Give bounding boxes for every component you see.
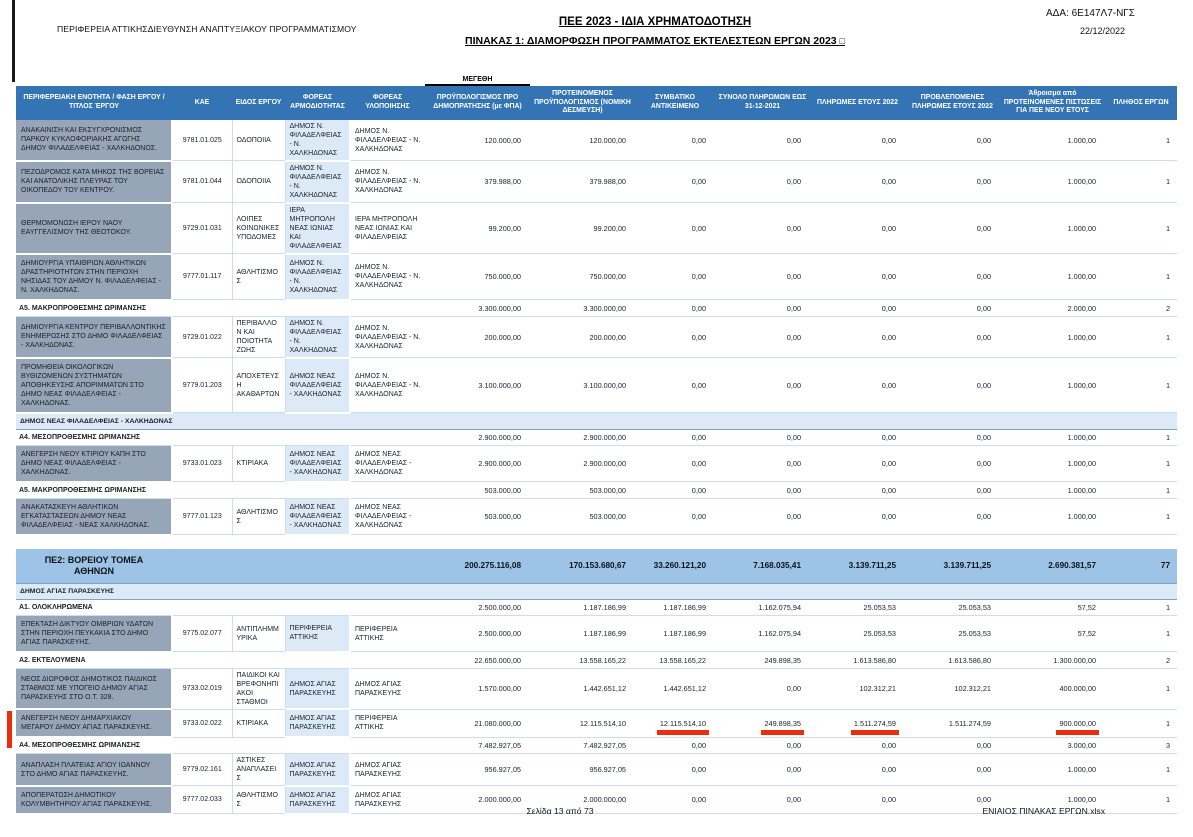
authority-cell: ΔΗΜΟΣ ΑΓΙΑΣ ΠΑΡΑΣΚΕΥΗΣ xyxy=(285,754,350,786)
project-kind-cell: ΟΔΟΠΟΙΙΑ xyxy=(232,120,285,161)
subtotal-count-cell: 3 xyxy=(1105,737,1177,754)
document-title: ΠΕΕ 2023 - ΙΔΙΑ ΧΡΗΜΑΤΟΔΟΤΗΣΗ xyxy=(558,16,752,28)
projects-table xyxy=(16,86,1177,815)
value-cell-2: 0,00 xyxy=(635,786,715,814)
authority-cell: ΔΗΜΟΣ ΝΕΑΣ ΦΙΛΑΔΕΛΦΕΙΑΣ - ΧΑΛΚΗΔΟΝΑΣ xyxy=(285,445,350,482)
subtotal-value-cell-2: 1.187.186,99 xyxy=(635,599,715,615)
subtotal-value-cell-6: 1.000,00 xyxy=(1000,482,1105,499)
value-cell-3: 0,00 xyxy=(715,668,810,709)
subtotal-value-cell-3: 1.162.075,94 xyxy=(715,599,810,615)
value-cell-1: 99.200,00 xyxy=(530,203,635,254)
red-underlined-value: 12.115.514,10 xyxy=(659,718,706,728)
column-header-2: ΕΙΔΟΣ ΕΡΓΟΥ xyxy=(232,86,285,120)
value-cell-0: 200.000,00 xyxy=(425,316,530,358)
value-cell-0: 956.927,05 xyxy=(425,754,530,786)
kae-cell: 9729.01.022 xyxy=(172,316,232,358)
value-cell-3: 1.162.075,94 xyxy=(715,615,810,652)
projects-table-wrap xyxy=(16,76,1177,815)
table-row-subtotal xyxy=(16,599,1177,615)
project-count-cell: 1 xyxy=(1105,498,1177,535)
authority-cell: ΔΗΜΟΣ ΝΕΑΣ ΦΙΛΑΔΕΛΦΕΙΑΣ - ΧΑΛΚΗΔΟΝΑΣ xyxy=(285,358,350,413)
subtotal-value-cell-6: 57,52 xyxy=(1000,599,1105,615)
table-row-project xyxy=(16,709,1177,737)
project-title-cell: ΑΝΑΠΛΑΣΗ ΠΛΑΤΕΙΑΣ ΑΓΙΟΥ ΙΩΑΝΝΟΥ ΣΤΟ ΔΗΜΟ ΑΓΙΑΣ ΠΑΡΑΣΚΕΥΗΣ. xyxy=(16,754,172,786)
implementer-cell: ΠΕΡΙΦΕΡΕΙΑ ΑΤΤΙΚΗΣ xyxy=(350,615,425,652)
kae-cell: 9779.02.161 xyxy=(172,754,232,786)
subtotal-value-cell-0: 22.650.000,00 xyxy=(425,652,530,669)
column-header-8: ΣΥΝΟΛΟ ΠΛΗΡΩΜΩΝ ΕΩΣ 31-12-2021 xyxy=(715,86,810,120)
authority-cell: ΔΗΜΟΣ ΑΓΙΑΣ ΠΑΡΑΣΚΕΥΗΣ xyxy=(285,709,350,737)
file-name: ΕΝΙΑΙΟΣ ΠΙΝΑΚΑΣ ΕΡΓΩΝ.xlsx xyxy=(982,806,1105,816)
region-total-cell-6: 2.690.381,57 xyxy=(1000,549,1105,584)
phase-subtotal-label: Α5. ΜΑΚΡΟΠΡΟΘΕΣΜΗΣ ΩΡΙΜΑΝΣΗΣ xyxy=(16,300,425,317)
column-header-5: ΠΡΟΫΠΟΛΟΓΙΣΜΟΣ ΠΡΟ ΔΗΜΟΠΡΑΤΗΣΗΣ (με ΦΠΑ) xyxy=(425,86,530,120)
value-cell-1: 3.100.000,00 xyxy=(530,358,635,413)
value-cell-2 xyxy=(635,709,715,737)
organization-header: ΠΕΡΙΦΕΡΕΙΑ ΑΤΤΙΚΗΣΔΙΕΥΘΥΝΣΗ ΑΝΑΠΤΥΞΙΑΚΟΥ ΠΡΟΓΡΑΜΜΑΤΙΣΜΟΥ xyxy=(57,24,357,34)
value-cell-1: 12.115.514,10 xyxy=(530,709,635,737)
value-cell-6: 1.000,00 xyxy=(1000,358,1105,413)
value-cell-4: 0,00 xyxy=(810,358,905,413)
phase-subtotal-label: Α1. ΟΛΟΚΛΗΡΩΜΕΝΑ xyxy=(16,599,425,615)
kae-cell: 9781.01.025 xyxy=(172,120,232,161)
table-row-project xyxy=(16,254,1177,300)
value-cell-0: 750.000,00 xyxy=(425,254,530,300)
phase-subtotal-label: Α4. ΜΕΣΟΠΡΟΘΕΣΜΗΣ ΩΡΙΜΑΝΣΗΣ xyxy=(16,737,425,754)
subtotal-value-cell-1: 7.482.927,05 xyxy=(530,737,635,754)
implementer-cell: ΔΗΜΟΣ ΑΓΙΑΣ ΠΑΡΑΣΚΕΥΗΣ xyxy=(350,668,425,709)
value-cell-5: 0,00 xyxy=(905,498,1000,535)
value-cell-4: 0,00 xyxy=(810,754,905,786)
subtotal-value-cell-5: 0,00 xyxy=(905,429,1000,445)
subtotal-value-cell-2: 0,00 xyxy=(635,300,715,317)
red-underlined-value: 249.898,35 xyxy=(764,718,801,728)
value-cell-6: 400.000,00 xyxy=(1000,668,1105,709)
value-cell-0: 379.988,00 xyxy=(425,161,530,203)
project-kind-cell: ΟΔΟΠΟΙΙΑ xyxy=(232,161,285,203)
project-title-cell: ΘΕΡΜΟΜΟΝΩΣΗ ΙΕΡΟΥ ΝΑΟΥ ΕΑΥΓΓΕΛΙΣΜΟΥ ΤΗΣ ΘΕΟΤΟΚΟΥ. xyxy=(16,203,172,254)
column-header-9: ΠΛΗΡΩΜΕΣ ΕΤΟΥΣ 2022 xyxy=(810,86,905,120)
subtotal-count-cell: 1 xyxy=(1105,482,1177,499)
subtotal-value-cell-2: 13.558.165,22 xyxy=(635,652,715,669)
column-header-11: Άθροισμα από ΠΡΟΤΕΙΝΟΜΕΝΕΣ ΠΙΣΤΩΣΕΙΣ ΓΙΑ ΠΕΕ ΝΕΟΥ ΕΤΟΥΣ xyxy=(1000,86,1105,120)
subtotal-value-cell-4: 0,00 xyxy=(810,482,905,499)
project-count-cell: 1 xyxy=(1105,445,1177,482)
value-cell-0: 2.000.000,00 xyxy=(425,786,530,814)
kae-cell: 9777.01.123 xyxy=(172,498,232,535)
kae-cell: 9779.01.203 xyxy=(172,358,232,413)
project-kind-cell: ΑΣΤΙΚΕΣ ΑΝΑΠΛΑΣΕΙΣ xyxy=(232,754,285,786)
value-cell-4: 0,00 xyxy=(810,161,905,203)
value-cell-1: 1.442.651,12 xyxy=(530,668,635,709)
subtotal-value-cell-6: 3.000,00 xyxy=(1000,737,1105,754)
kae-cell: 9781.01.044 xyxy=(172,161,232,203)
subtotal-value-cell-3: 249.898,35 xyxy=(715,652,810,669)
project-count-cell: 1 xyxy=(1105,754,1177,786)
project-kind-cell: ΚΤΙΡΙΑΚΑ xyxy=(232,709,285,737)
value-cell-6: 57,52 xyxy=(1000,615,1105,652)
table-row-band xyxy=(16,413,1177,430)
subtotal-value-cell-0: 3.300.000,00 xyxy=(425,300,530,317)
authority-cell: ΔΗΜΟΣ Ν. ΦΙΛΑΔΕΛΦΕΙΑΣ - Ν. ΧΑΛΚΗΔΟΝΑΣ xyxy=(285,254,350,300)
subtotal-value-cell-1: 2.900.000,00 xyxy=(530,429,635,445)
value-cell-2: 1.187.186,99 xyxy=(635,615,715,652)
kae-cell: 9777.02.033 xyxy=(172,786,232,814)
implementer-cell: ΔΗΜΟΣ Ν. ΦΙΛΑΔΕΛΦΕΙΑΣ - Ν. ΧΑΛΚΗΔΟΝΑΣ xyxy=(350,316,425,358)
value-cell-5: 0,00 xyxy=(905,254,1000,300)
table-row-subtotal xyxy=(16,482,1177,499)
subtotal-value-cell-4: 0,00 xyxy=(810,737,905,754)
subtotal-value-cell-1: 503.000,00 xyxy=(530,482,635,499)
megethi-label: ΜΕΓΕΘΗ xyxy=(425,76,530,86)
value-cell-0: 503.000,00 xyxy=(425,498,530,535)
column-header-3: ΦΟΡΕΑΣ ΑΡΜΟΔΙΟΤΗΤΑΣ xyxy=(285,86,350,120)
project-kind-cell: ΚΤΙΡΙΑΚΑ xyxy=(232,445,285,482)
implementer-cell: ΙΕΡΑ ΜΗΤΡΟΠΟΛΗ ΝΕΑΣ ΙΩΝΙΑΣ ΚΑΙ ΦΙΛΑΔΕΛΦΕΙΑΣ xyxy=(350,203,425,254)
project-title-cell: ΕΠΕΚΤΑΣΗ ΔΙΚΤΥΟΥ ΟΜΒΡΙΩΝ ΥΔΑΤΩΝ ΣΤΗΝ ΠΕΡΙΟΧΗ ΠΕΥΚΑΚΙΑ ΣΤΟ ΔΗΜΟ ΑΓΙΑΣ ΠΑΡΑΣΚΕΥΗΣ. xyxy=(16,615,172,652)
subtotal-value-cell-4: 25.053,53 xyxy=(810,599,905,615)
column-header-6: ΠΡΟΤΕΙΝΟΜΕΝΟΣ ΠΡΟΫΠΟΛΟΓΙΣΜΟΣ (ΝΟΜΙΚΗ ΔΕΣΜΕΥΣΗ) xyxy=(530,86,635,120)
table-row-subtotal xyxy=(16,300,1177,317)
value-cell-2: 0,00 xyxy=(635,754,715,786)
red-underlined-value: 1.511.274,59 xyxy=(853,718,896,728)
table-row-band xyxy=(16,583,1177,599)
implementer-cell: ΠΕΡΙΦΕΡΕΙΑ ΑΤΤΙΚΗΣ xyxy=(350,709,425,737)
subtotal-value-cell-3: 0,00 xyxy=(715,300,810,317)
project-count-cell: 1 xyxy=(1105,316,1177,358)
project-title-cell: ΑΝΑΚΑΤΑΣΚΕΥΗ ΑΘΛΗΤΙΚΩΝ ΕΓΚΑΤΑΣΤΑΣΕΩΝ ΔΗΜΟΥ ΝΕΑΣ ΦΙΛΑΔΕΛΦΕΙΑΣ - ΝΕΑΣ ΧΑΛΚΗΔΟΝΑΣ. xyxy=(16,498,172,535)
value-cell-6: 1.000,00 xyxy=(1000,786,1105,814)
project-title-cell: ΠΕΖΟΔΡΟΜΟΣ ΚΑΤΑ ΜΗΚΟΣ ΤΗΣ ΒΟΡΕΙΑΣ ΚΑΙ ΑΝΑΤΟΛΙΚΗΣ ΠΛΕΥΡΑΣ ΤΟΥ ΟΙΚΟΠΕΔΟΥ ΤΟΥ ΚΕΝΤΡΟΥ. xyxy=(16,161,172,203)
value-cell-6: 1.000,00 xyxy=(1000,254,1105,300)
project-title-cell: ΔΗΜΙΟΥΡΓΙΑ ΥΠΑΙΘΡΙΩΝ ΑΘΛΗΤΙΚΩΝ ΔΡΑΣΤΗΡΙΟΤΗΤΩΝ ΣΤΗΝ ΠΕΡΙΟΧΗ ΝΗΣΙΔΑΣ ΤΟΥ ΔΗΜΟΥ Ν. ΦΙΛΑΔΕΛΦΕΙΑΣ - Ν. ΧΑΛΚΗΔΟΝΑΣ. xyxy=(16,254,172,300)
value-cell-1: 503.000,00 xyxy=(530,498,635,535)
value-cell-2: 0,00 xyxy=(635,161,715,203)
value-cell-1: 2.000.000,00 xyxy=(530,786,635,814)
authority-cell: ΔΗΜΟΣ ΑΓΙΑΣ ΠΑΡΑΣΚΕΥΗΣ xyxy=(285,786,350,814)
value-cell-5: 0,00 xyxy=(905,316,1000,358)
subtotal-count-cell: 2 xyxy=(1105,300,1177,317)
table-row-subtotal xyxy=(16,652,1177,669)
value-cell-4: 0,00 xyxy=(810,254,905,300)
implementer-cell: ΔΗΜΟΣ ΝΕΑΣ ΦΙΛΑΔΕΛΦΕΙΑΣ - ΧΑΛΚΗΔΟΝΑΣ xyxy=(350,498,425,535)
value-cell-5: 25.053,53 xyxy=(905,615,1000,652)
value-cell-0: 99.200,00 xyxy=(425,203,530,254)
municipality-band: ΔΗΜΟΣ ΑΓΙΑΣ ΠΑΡΑΣΚΕΥΗΣ xyxy=(16,583,1177,599)
value-cell-6: 1.000,00 xyxy=(1000,316,1105,358)
project-title-cell: ΔΗΜΙΟΥΡΓΙΑ ΚΕΝΤΡΟΥ ΠΕΡΙΒΑΛΛΟΝΤΙΚΗΣ ΕΝΗΜΕΡΩΣΗΣ ΣΤΟ ΔΗΜΟ ΦΙΛΑΔΕΛΦΕΙΑΣ - ΧΑΛΚΗΔΟΝΑΣ. xyxy=(16,316,172,358)
region-total-cell-1: 170.153.680,67 xyxy=(530,549,635,584)
region-total-cell-2: 33.260.121,20 xyxy=(635,549,715,584)
phase-subtotal-label: Α5. ΜΑΚΡΟΠΡΟΘΕΣΜΗΣ ΩΡΙΜΑΝΣΗΣ xyxy=(16,482,425,499)
subtotal-value-cell-5: 0,00 xyxy=(905,737,1000,754)
subtotal-value-cell-3: 0,00 xyxy=(715,737,810,754)
kae-cell: 9733.02.022 xyxy=(172,709,232,737)
value-cell-6 xyxy=(1000,709,1105,737)
value-cell-3: 0,00 xyxy=(715,786,810,814)
value-cell-3: 0,00 xyxy=(715,358,810,413)
page-number: Σελίδα 13 από 73 xyxy=(526,806,594,816)
kae-cell: 9729.01.031 xyxy=(172,203,232,254)
project-count-cell: 1 xyxy=(1105,161,1177,203)
value-cell-4: 0,00 xyxy=(810,120,905,161)
value-cell-4 xyxy=(810,709,905,737)
subtotal-value-cell-6: 1.000,00 xyxy=(1000,429,1105,445)
value-cell-3: 0,00 xyxy=(715,161,810,203)
region-total-cell-5: 3.139.711,25 xyxy=(905,549,1000,584)
project-title-cell: ΑΠΟΠΕΡΑΤΩΣΗ ΔΗΜΟΤΙΚΟΥ ΚΟΛΥΜΒΗΤΗΡΙΟΥ ΑΓΙΑΣ ΠΑΡΑΣΚΕΥΗΣ. xyxy=(16,786,172,814)
value-cell-6: 1.000,00 xyxy=(1000,161,1105,203)
subtotal-value-cell-4: 0,00 xyxy=(810,300,905,317)
document-date: 22/12/2022 xyxy=(1079,26,1125,36)
subtotal-value-cell-1: 1.187.186,99 xyxy=(530,599,635,615)
authority-cell: ΔΗΜΟΣ Ν. ΦΙΛΑΔΕΛΦΕΙΑΣ - Ν. ΧΑΛΚΗΔΟΝΑΣ xyxy=(285,161,350,203)
implementer-cell: ΔΗΜΟΣ Ν. ΦΙΛΑΔΕΛΦΕΙΑΣ - Ν. ΧΑΛΚΗΔΟΝΑΣ xyxy=(350,358,425,413)
subtotal-value-cell-0: 2.900.000,00 xyxy=(425,429,530,445)
value-cell-1: 120.000,00 xyxy=(530,120,635,161)
project-title-cell: ΝΕΟΣ ΔΙΩΡΟΦΟΣ ΔΗΜΟΤΙΚΟΣ ΠΑΙΔΙΚΟΣ ΣΤΑΘΜΟΣ ΜΕ ΥΠΟΓΕΙΟ ΔΗΜΟΥ ΑΓΙΑΣ ΠΑΡΑΣΚΕΥΗΣ ΣΤΟ Ο.Τ. 328. xyxy=(16,668,172,709)
region-unit-label: ΠΕ2: ΒΟΡΕΙΟΥ ΤΟΜΕΑ ΑΘΗΝΩΝ xyxy=(16,549,172,584)
kae-cell: 9733.01.023 xyxy=(172,445,232,482)
project-count-cell: 1 xyxy=(1105,709,1177,737)
table-row-project xyxy=(16,358,1177,413)
value-cell-5: 0,00 xyxy=(905,754,1000,786)
value-cell-0: 120.000,00 xyxy=(425,120,530,161)
value-cell-2: 0,00 xyxy=(635,203,715,254)
project-kind-cell: ΑΘΛΗΤΙΣΜΟΣ xyxy=(232,254,285,300)
subtotal-value-cell-0: 7.482.927,05 xyxy=(425,737,530,754)
document-subtitle xyxy=(330,35,980,47)
scan-edge-artifact xyxy=(12,0,15,82)
project-count-cell: 1 xyxy=(1105,120,1177,161)
value-cell-0: 21.080.000,00 xyxy=(425,709,530,737)
value-cell-2: 0,00 xyxy=(635,358,715,413)
title-block xyxy=(330,16,980,47)
implementer-cell: ΔΗΜΟΣ ΑΓΙΑΣ ΠΑΡΑΣΚΕΥΗΣ xyxy=(350,786,425,814)
value-cell-5: 102.312,21 xyxy=(905,668,1000,709)
project-kind-cell: ΑΘΛΗΤΙΣΜΟΣ xyxy=(232,786,285,814)
authority-cell: ΔΗΜΟΣ ΝΕΑΣ ΦΙΛΑΔΕΛΦΕΙΑΣ - ΧΑΛΚΗΔΟΝΑΣ xyxy=(285,498,350,535)
region-count-cell: 77 xyxy=(1105,549,1177,584)
subtotal-value-cell-5: 1.613.586,80 xyxy=(905,652,1000,669)
value-cell-0: 2.900.000,00 xyxy=(425,445,530,482)
phase-subtotal-label: Α4. ΜΕΣΟΠΡΟΘΕΣΜΗΣ ΩΡΙΜΑΝΣΗΣ xyxy=(16,429,425,445)
subtotal-value-cell-4: 1.613.586,80 xyxy=(810,652,905,669)
column-header-0: ΠΕΡΙΦΕΡΕΙΑΚΗ ΕΝΟΤΗΤΑ / ΦΑΣΗ ΕΡΓΟΥ / ΤΙΤΛΟΣ ΈΡΓΟΥ xyxy=(16,86,172,120)
project-count-cell: 1 xyxy=(1105,203,1177,254)
value-cell-4: 25.053,53 xyxy=(810,615,905,652)
project-kind-cell: ΛΟΙΠΕΣ ΚΟΙΝΩΝΙΚΕΣ ΥΠΟΔΟΜΕΣ xyxy=(232,203,285,254)
value-cell-5: 0,00 xyxy=(905,203,1000,254)
authority-cell: ΙΕΡΑ ΜΗΤΡΟΠΟΛΗ ΝΕΑΣ ΙΩΝΙΑΣ ΚΑΙ ΦΙΛΑΔΕΛΦΕΙΑΣ xyxy=(285,203,350,254)
table-row-subtotal xyxy=(16,737,1177,754)
missing-glyph-box: □ xyxy=(839,36,845,46)
value-cell-5: 1.511.274,59 xyxy=(905,709,1000,737)
table-row-project xyxy=(16,120,1177,161)
subtotal-value-cell-1: 13.558.165,22 xyxy=(530,652,635,669)
region-total-cell-3: 7.168.035,41 xyxy=(715,549,810,584)
region-total-cell-4: 3.139.711,25 xyxy=(810,549,905,584)
spacer-row xyxy=(16,535,1177,549)
value-cell-1: 1.187.186,99 xyxy=(530,615,635,652)
table-row-project xyxy=(16,316,1177,358)
value-cell-4: 0,00 xyxy=(810,316,905,358)
implementer-cell: ΔΗΜΟΣ Ν. ΦΙΛΑΔΕΛΦΕΙΑΣ - Ν. ΧΑΛΚΗΔΟΝΑΣ xyxy=(350,254,425,300)
project-title-cell: ΑΝΑΚΑΙΝΙΣΗ ΚΑΙ ΕΚΣΥΓΧΡΟΝΙΣΜΟΣ ΠΑΡΚΟΥ ΚΥΚΛΟΦΟΡΙΑΚΗΣ ΑΓΩΓΗΣ ΔΗΜΟΥ ΦΙΛΑΔΕΛΦΕΙΑΣ - ΧΑΛΚΗΔΟΝΟΣ. xyxy=(16,120,172,161)
subtotal-count-cell: 2 xyxy=(1105,652,1177,669)
implementer-cell: ΔΗΜΟΣ ΝΕΑΣ ΦΙΛΑΔΕΛΦΕΙΑΣ - ΧΑΛΚΗΔΟΝΑΣ xyxy=(350,445,425,482)
project-kind-cell: ΑΝΤΙΠΛΗΜΜΥΡΙΚΑ xyxy=(232,615,285,652)
value-cell-6: 1.000,00 xyxy=(1000,203,1105,254)
value-cell-3: 0,00 xyxy=(715,316,810,358)
subtotal-value-cell-2: 0,00 xyxy=(635,429,715,445)
authority-cell: ΔΗΜΟΣ ΑΓΙΑΣ ΠΑΡΑΣΚΕΥΗΣ xyxy=(285,668,350,709)
subtotal-value-cell-2: 0,00 xyxy=(635,482,715,499)
project-count-cell: 1 xyxy=(1105,615,1177,652)
value-cell-2: 0,00 xyxy=(635,445,715,482)
subtitle-text: ΠΙΝΑΚΑΣ 1: ΔΙΑΜΟΡΦΩΣΗ ΠΡΟΓΡΑΜΜΑΤΟΣ ΕΚΤΕΛΕΣΤΕΩΝ ΕΡΓΩΝ 2023 xyxy=(464,35,837,47)
municipality-band: ΔΗΜΟΣ ΝΕΑΣ ΦΙΛΑΔΕΛΦΕΙΑΣ - ΧΑΛΚΗΔΟΝΑΣ xyxy=(16,413,1177,430)
project-title-cell: ΠΡΟΜΗΘΕΙΑ ΟΙΚΟΛΟΓΙΚΩΝ ΒΥΘΙΖΟΜΕΝΩΝ ΣΥΣΤΗΜΑΤΩΝ ΑΠΟΘΗΚΕΥΣΗΣ ΑΠΟΡΙΜΜΑΤΩΝ ΣΤΟ ΔΗΜΟ ΝΕΑΣ ΦΙΛΑΔΕΛΦΕΙΑΣ - ΧΑΛΚΗΔΟΝΑΣ. xyxy=(16,358,172,413)
ada-code: ΑΔΑ: 6Ε147Λ7-ΝΓΣ xyxy=(1046,8,1135,19)
value-cell-2: 1.442.651,12 xyxy=(635,668,715,709)
project-count-cell: 1 xyxy=(1105,254,1177,300)
implementer-cell: ΔΗΜΟΣ Ν. ΦΙΛΑΔΕΛΦΕΙΑΣ - Ν. ΧΑΛΚΗΔΟΝΑΣ xyxy=(350,120,425,161)
value-cell-5: 0,00 xyxy=(905,161,1000,203)
subtotal-value-cell-0: 2.500.000,00 xyxy=(425,599,530,615)
project-count-cell: 1 xyxy=(1105,358,1177,413)
value-cell-1: 750.000,00 xyxy=(530,254,635,300)
project-kind-cell: ΠΕΡΙΒΑΛΛΟΝ ΚΑΙ ΠΟΙΟΤΗΤΑ ΖΩΗΣ xyxy=(232,316,285,358)
subtotal-value-cell-4: 0,00 xyxy=(810,429,905,445)
table-row-gap xyxy=(16,535,1177,549)
subtotal-value-cell-1: 3.300.000,00 xyxy=(530,300,635,317)
column-header-4: ΦΟΡΕΑΣ ΥΛΟΠΟΙΗΣΗΣ xyxy=(350,86,425,120)
table-row-project xyxy=(16,498,1177,535)
value-cell-6: 1.000,00 xyxy=(1000,445,1105,482)
value-cell-3: 0,00 xyxy=(715,254,810,300)
table-row-project xyxy=(16,615,1177,652)
phase-subtotal-label: Α2. ΕΚΤΕΛΟΥΜΕΝΑ xyxy=(16,652,425,669)
value-cell-6: 1.000,00 xyxy=(1000,120,1105,161)
project-kind-cell: ΑΠΟΧΕΤΕΥΣΗ ΑΚΑΘΑΡΤΩΝ xyxy=(232,358,285,413)
value-cell-5: 0,00 xyxy=(905,358,1000,413)
value-cell-1: 956.927,05 xyxy=(530,754,635,786)
project-kind-cell: ΑΘΛΗΤΙΣΜΟΣ xyxy=(232,498,285,535)
column-header-12: ΠΛΗΘΟΣ ΕΡΓΩΝ xyxy=(1105,86,1177,120)
table-row-project xyxy=(16,445,1177,482)
project-count-cell: 1 xyxy=(1105,786,1177,814)
table-row-region xyxy=(16,549,1177,584)
authority-cell: ΔΗΜΟΣ Ν. ΦΙΛΑΔΕΛΦΕΙΑΣ - Ν. ΧΑΛΚΗΔΟΝΑΣ xyxy=(285,316,350,358)
value-cell-5: 0,00 xyxy=(905,120,1000,161)
value-cell-3: 0,00 xyxy=(715,120,810,161)
project-title-cell: ΑΝΕΓΕΡΣΗ ΝΕΟΥ ΔΗΜΑΡΧΙΑΚΟΥ ΜΕΓΑΡΟΥ ΔΗΜΟΥ ΑΓΙΑΣ ΠΑΡΑΣΚΕΥΗΣ. xyxy=(16,709,172,737)
table-row-project xyxy=(16,203,1177,254)
column-header-10: ΠΡΟΒΛΕΠΟΜΕΝΕΣ ΠΛΗΡΩΜΕΣ ΕΤΟΥΣ 2022 xyxy=(905,86,1000,120)
value-cell-1: 200.000,00 xyxy=(530,316,635,358)
value-cell-0: 2.500.000,00 xyxy=(425,615,530,652)
value-cell-4: 0,00 xyxy=(810,203,905,254)
authority-cell: ΔΗΜΟΣ Ν. ΦΙΛΑΔΕΛΦΕΙΑΣ - Ν. ΧΑΛΚΗΔΟΝΑΣ xyxy=(285,120,350,161)
subtotal-value-cell-5: 0,00 xyxy=(905,300,1000,317)
column-header-7: ΣΥΜΒΑΤΙΚΟ ΑΝΤΙΚΕΙΜΕΝΟ xyxy=(635,86,715,120)
table-row-subtotal xyxy=(16,429,1177,445)
kae-cell: 9777.01.117 xyxy=(172,254,232,300)
value-cell-1: 379.988,00 xyxy=(530,161,635,203)
kae-cell: 9733.02.019 xyxy=(172,668,232,709)
value-cell-4: 102.312,21 xyxy=(810,668,905,709)
region-fill xyxy=(172,549,425,584)
subtotal-value-cell-5: 0,00 xyxy=(905,482,1000,499)
value-cell-6: 1.000,00 xyxy=(1000,754,1105,786)
value-cell-3 xyxy=(715,709,810,737)
table-header xyxy=(16,86,1177,120)
value-cell-2: 0,00 xyxy=(635,120,715,161)
value-cell-0: 1.570.000,00 xyxy=(425,668,530,709)
kae-cell: 9775.02.077 xyxy=(172,615,232,652)
subtotal-value-cell-6: 2.000,00 xyxy=(1000,300,1105,317)
subtotal-value-cell-3: 0,00 xyxy=(715,482,810,499)
subtotal-count-cell: 1 xyxy=(1105,429,1177,445)
implementer-cell: ΔΗΜΟΣ ΑΓΙΑΣ ΠΑΡΑΣΚΕΥΗΣ xyxy=(350,754,425,786)
value-cell-3: 0,00 xyxy=(715,498,810,535)
subtotal-value-cell-0: 503.000,00 xyxy=(425,482,530,499)
implementer-cell: ΔΗΜΟΣ Ν. ΦΙΛΑΔΕΛΦΕΙΑΣ - Ν. ΧΑΛΚΗΔΟΝΑΣ xyxy=(350,161,425,203)
value-cell-0: 3.100.000,00 xyxy=(425,358,530,413)
value-cell-4: 0,00 xyxy=(810,445,905,482)
table-row-project xyxy=(16,754,1177,786)
project-count-cell: 1 xyxy=(1105,668,1177,709)
value-cell-5: 0,00 xyxy=(905,445,1000,482)
subtotal-value-cell-3: 0,00 xyxy=(715,429,810,445)
value-cell-3: 0,00 xyxy=(715,754,810,786)
project-kind-cell: ΠΑΙΔΙΚΟΙ ΚΑΙ ΒΡΕΦΟΝΗΠΙΑΚΟΙ ΣΤΑΘΜΟΙ xyxy=(232,668,285,709)
subtotal-count-cell: 1 xyxy=(1105,599,1177,615)
table-row-project xyxy=(16,161,1177,203)
value-cell-4: 0,00 xyxy=(810,498,905,535)
value-cell-3: 0,00 xyxy=(715,203,810,254)
value-cell-2: 0,00 xyxy=(635,316,715,358)
authority-cell: ΠΕΡΙΦΕΡΕΙΑ ΑΤΤΙΚΗΣ xyxy=(285,615,350,652)
region-total-cell-0: 200.275.116,08 xyxy=(425,549,530,584)
column-header-1: ΚΑΕ xyxy=(172,86,232,120)
value-cell-4: 0,00 xyxy=(810,786,905,814)
value-cell-2: 0,00 xyxy=(635,498,715,535)
project-title-cell: ΑΝΕΓΕΡΣΗ ΝΕΟΥ ΚΤΙΡΙΟΥ ΚΑΠΗ ΣΤΟ ΔΗΜΟ ΝΕΑΣ ΦΙΛΑΔΕΛΦΕΙΑΣ - ΧΑΛΚΗΔΟΝΑΣ. xyxy=(16,445,172,482)
value-cell-6: 1.000,00 xyxy=(1000,498,1105,535)
table-row-project xyxy=(16,668,1177,709)
subtotal-value-cell-6: 1.300.000,00 xyxy=(1000,652,1105,669)
value-cell-3: 0,00 xyxy=(715,445,810,482)
subtotal-value-cell-2: 0,00 xyxy=(635,737,715,754)
subtotal-value-cell-5: 25.053,53 xyxy=(905,599,1000,615)
value-cell-2: 0,00 xyxy=(635,254,715,300)
red-underlined-value: 900.000,00 xyxy=(1059,718,1096,728)
value-cell-1: 2.900.000,00 xyxy=(530,445,635,482)
value-cell-5: 0,00 xyxy=(905,786,1000,814)
